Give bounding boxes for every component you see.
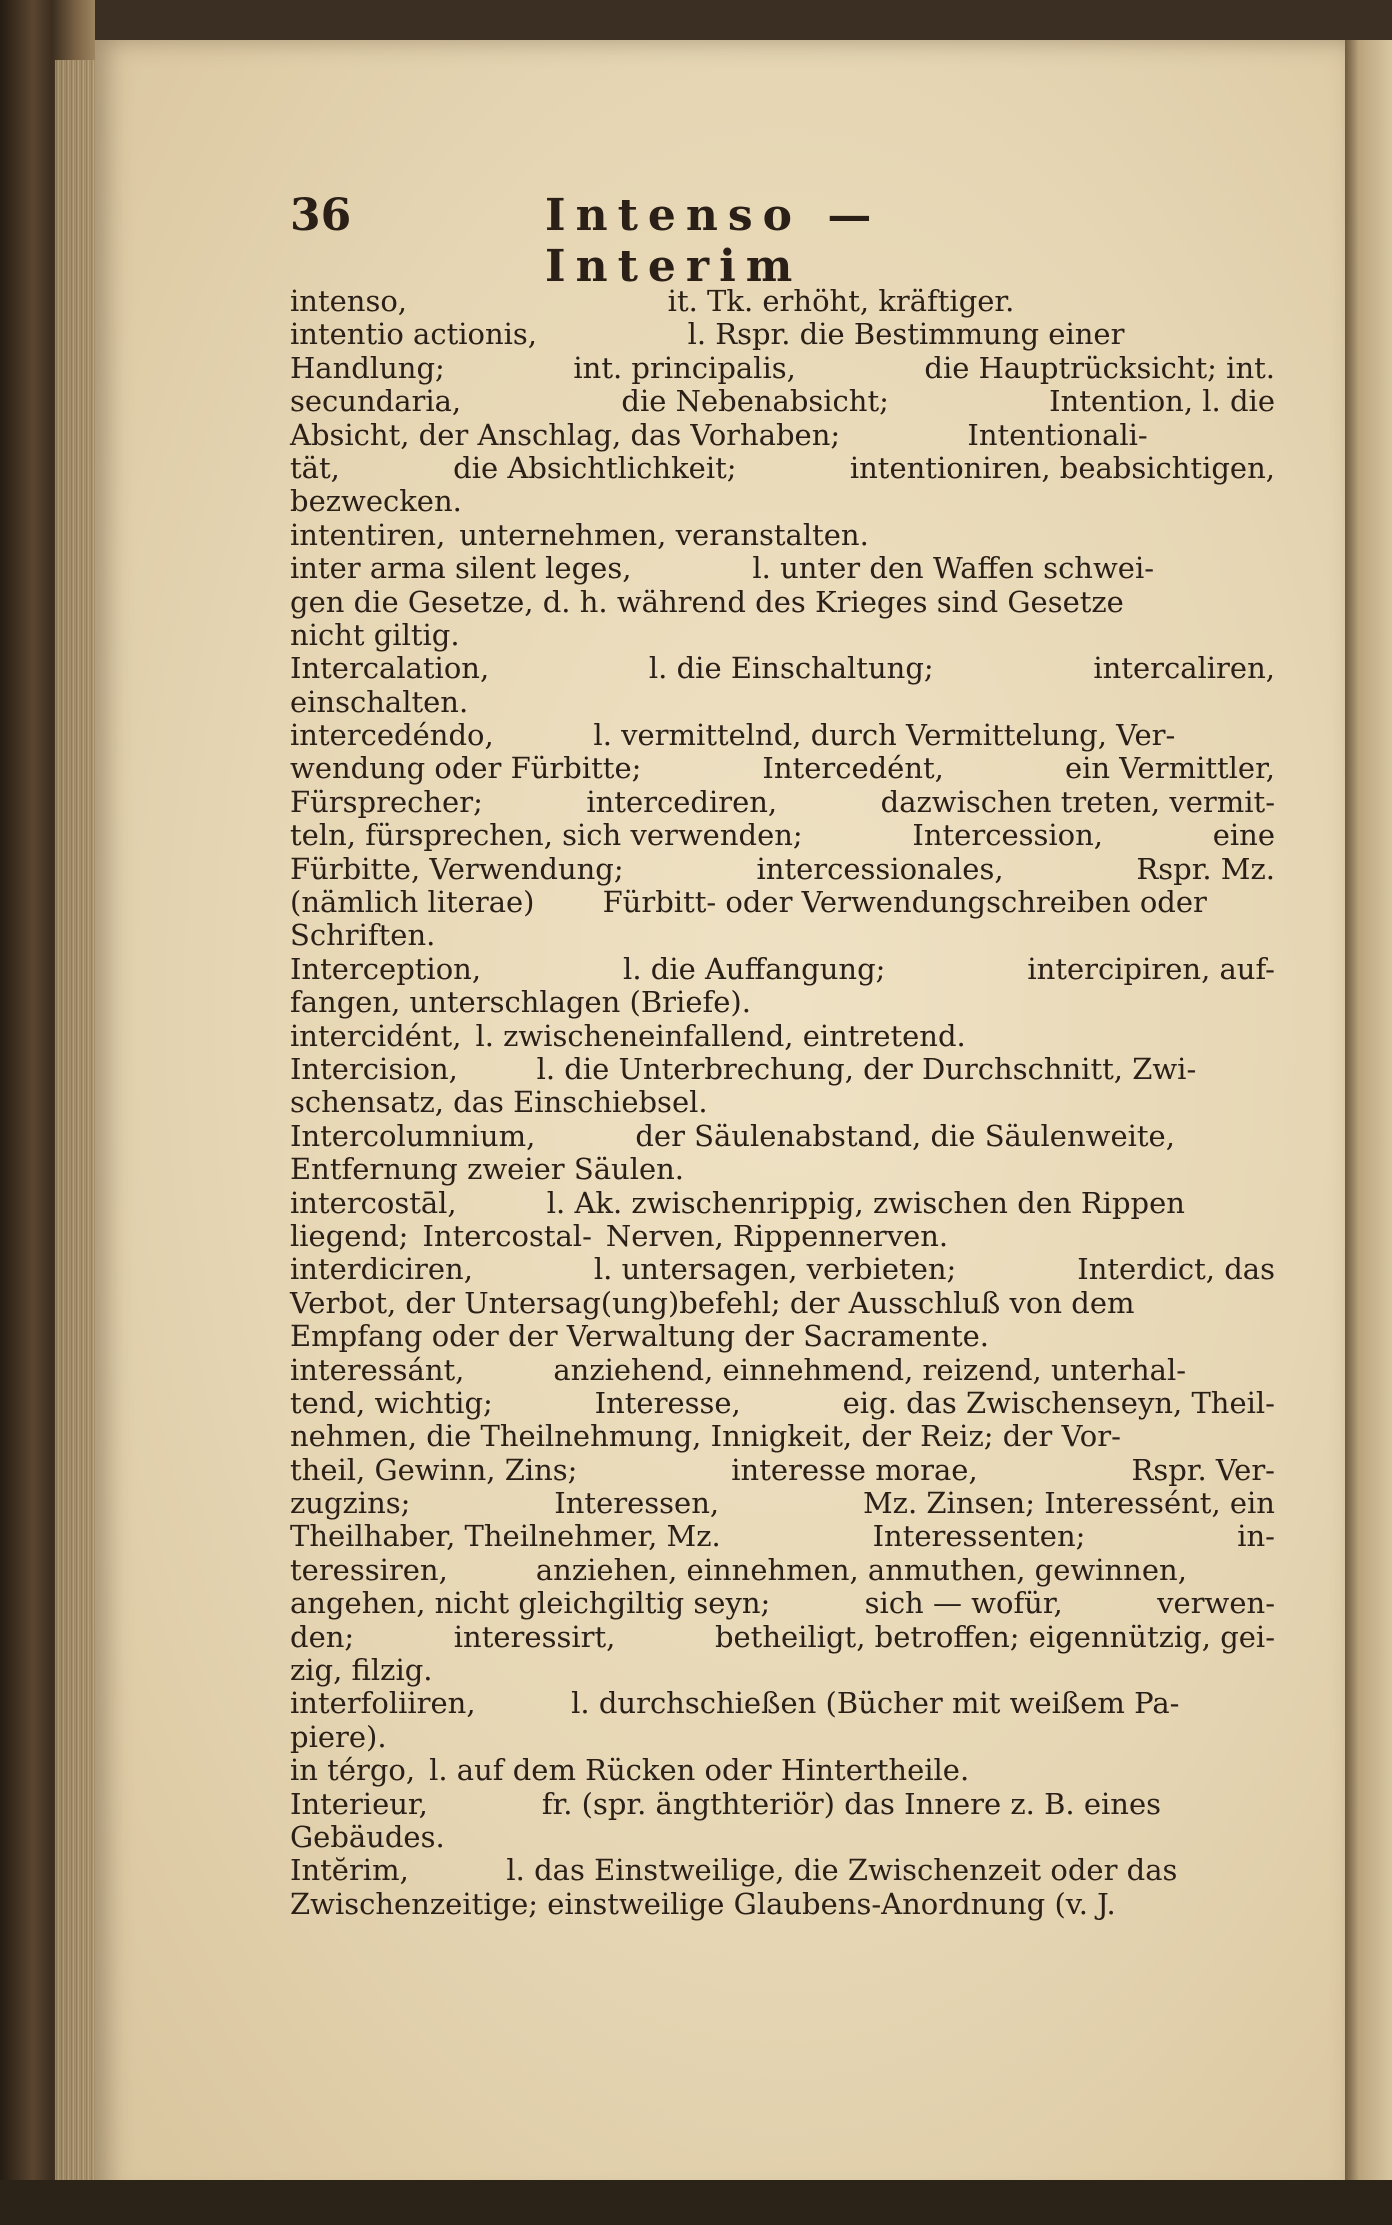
text-segment: tend, wichtig; bbox=[290, 1385, 493, 1420]
text-segment: theil, Gewinn, Zins; bbox=[290, 1452, 578, 1487]
text-segment: Handlung; bbox=[290, 350, 445, 385]
page-number: 36 bbox=[290, 190, 352, 241]
text-segment: Zwischenzeitige; einstweilige Glaubens-Anordnung (v. J. bbox=[290, 1886, 1116, 1921]
text-segment: Fürsprecher; bbox=[290, 784, 483, 819]
text-line bbox=[290, 1854, 1275, 1887]
text-line bbox=[290, 1754, 1275, 1787]
text-segment: nicht giltig. bbox=[290, 617, 460, 652]
text-segment: verwen- bbox=[1157, 1586, 1275, 1621]
text-segment: l. die Unterbrechung, der Durchschnitt, Zwi- bbox=[536, 1051, 1197, 1086]
text-line bbox=[290, 1420, 1275, 1453]
text-segment: gen die Gesetze, d. h. während des Krieges sind Gesetze bbox=[290, 584, 1124, 619]
text-segment: intercessionales, bbox=[756, 851, 1004, 886]
text-line bbox=[290, 1554, 1275, 1587]
text-segment: interessirt, bbox=[453, 1619, 616, 1654]
text-line bbox=[290, 1621, 1275, 1654]
text-segment: Intention, l. die bbox=[1049, 384, 1275, 419]
text-segment: die Hauptrücksicht; int. bbox=[924, 350, 1275, 385]
text-segment: Intercession, bbox=[912, 818, 1104, 853]
text-line bbox=[290, 1687, 1275, 1720]
text-segment: eine bbox=[1212, 818, 1275, 853]
text-segment: teressiren, bbox=[290, 1552, 448, 1587]
text-segment: schensatz, das Einschiebsel. bbox=[290, 1085, 708, 1120]
text-segment: Mz. Zinsen; Interessént, ein bbox=[862, 1486, 1275, 1521]
text-segment: zig, filzig. bbox=[290, 1653, 433, 1688]
text-line bbox=[290, 1320, 1275, 1353]
text-line bbox=[290, 1220, 1275, 1253]
text-segment: Intercision, bbox=[290, 1051, 458, 1086]
text-segment: l. Ak. zwischenrippig, zwischen den Rippen bbox=[546, 1185, 1185, 1220]
text-segment: intercostāl, bbox=[290, 1185, 457, 1220]
text-segment: teln, fürsprechen, sich verwenden; bbox=[290, 818, 803, 853]
text-line bbox=[290, 919, 1275, 952]
text-segment: intercaliren, bbox=[1093, 651, 1275, 686]
text-segment: anziehen, einnehmen, anmuthen, gewinnen, bbox=[535, 1552, 1187, 1587]
text-segment: secundaria, bbox=[290, 384, 462, 419]
text-line bbox=[290, 586, 1275, 619]
text-segment: piere). bbox=[290, 1719, 387, 1754]
text-segment: die Nebenabsicht; bbox=[621, 384, 889, 419]
text-segment: l. das Einstweilige, die Zwischenzeit oder das bbox=[506, 1853, 1178, 1888]
text-line bbox=[290, 1487, 1275, 1520]
text-segment: Intercedént, bbox=[762, 751, 944, 786]
text-segment: der Säulenabstand, die Säulenweite, bbox=[635, 1118, 1175, 1153]
text-segment: interfoliiren, bbox=[290, 1686, 476, 1721]
text-segment: Fürbitte, Verwendung; bbox=[290, 851, 624, 886]
text-line bbox=[290, 686, 1275, 719]
text-segment: l. die Einschaltung; bbox=[648, 651, 934, 686]
text-line bbox=[290, 819, 1275, 852]
text-segment: sich — wofür, bbox=[864, 1586, 1063, 1621]
text-segment: intentio actionis, bbox=[290, 317, 538, 352]
text-segment: Intercalation, bbox=[290, 651, 490, 686]
text-segment: l. zwischeneinfallend, eintretend. bbox=[475, 1018, 966, 1053]
text-segment: Interessenten; bbox=[872, 1519, 1086, 1554]
text-segment: fr. (spr. ängthteriör) das Innere z. B. eines bbox=[541, 1786, 1161, 1821]
text-line bbox=[290, 1120, 1275, 1153]
text-segment: Interception, bbox=[290, 951, 482, 986]
text-line bbox=[290, 552, 1275, 585]
text-segment: Verbot, der Untersag(ung)befehl; der Ausschluß von dem bbox=[290, 1285, 1135, 1320]
text-segment: die Absichtlichkeit; bbox=[453, 450, 737, 485]
text-line bbox=[290, 886, 1275, 919]
text-segment: int. principalis, bbox=[573, 350, 796, 385]
text-segment: intercediren, bbox=[586, 784, 778, 819]
text-segment: fangen, unterschlagen (Briefe). bbox=[290, 985, 751, 1020]
text-segment: interesse morae, bbox=[731, 1452, 978, 1487]
text-segment: Rspr. Mz. bbox=[1136, 851, 1275, 886]
text-segment: intercidént, bbox=[290, 1018, 462, 1053]
text-segment: l. die Auffangung; bbox=[623, 951, 886, 986]
text-segment: intercipiren, auf- bbox=[1027, 951, 1275, 986]
text-segment: Fürbitt- oder Verwendungschreiben oder bbox=[602, 885, 1207, 920]
text-segment: Theilhaber, Theilnehmer, Mz. bbox=[290, 1519, 721, 1554]
text-segment: inter arma silent leges, bbox=[290, 551, 632, 586]
text-line bbox=[290, 1721, 1275, 1754]
text-line bbox=[290, 452, 1275, 485]
text-segment: Gebäudes. bbox=[290, 1819, 445, 1854]
text-segment: Interesse, bbox=[594, 1385, 741, 1420]
text-line bbox=[290, 1821, 1275, 1854]
text-line bbox=[290, 1053, 1275, 1086]
text-segment: zugzins; bbox=[290, 1486, 411, 1521]
text-line bbox=[290, 953, 1275, 986]
text-line bbox=[290, 485, 1275, 518]
text-line bbox=[290, 1654, 1275, 1687]
text-line bbox=[290, 1520, 1275, 1553]
text-segment: Interessen, bbox=[554, 1486, 720, 1521]
text-line bbox=[290, 419, 1275, 452]
text-segment: Absicht, der Anschlag, das Vorhaben; bbox=[290, 417, 841, 452]
text-segment: betheiligt, betroffen; eigennützig, gei- bbox=[714, 1619, 1275, 1654]
page-header bbox=[290, 190, 1050, 292]
facing-page-edge bbox=[1345, 40, 1392, 2200]
text-line bbox=[290, 1020, 1275, 1053]
text-segment: Intentionali- bbox=[967, 417, 1148, 452]
text-segment: einschalten. bbox=[290, 684, 469, 719]
text-segment: (nämlich literae) bbox=[290, 885, 535, 920]
text-segment: liegend; bbox=[290, 1218, 409, 1253]
text-line bbox=[290, 1086, 1275, 1119]
text-segment: nehmen, die Theilnehmung, Innigkeit, der Reiz; der Vor- bbox=[290, 1419, 1121, 1454]
page-edges bbox=[55, 60, 95, 2180]
text-line bbox=[290, 1888, 1275, 1921]
text-line bbox=[290, 1387, 1275, 1420]
text-segment: l. auf dem Rücken oder Hintertheile. bbox=[429, 1753, 970, 1788]
text-line bbox=[290, 1287, 1275, 1320]
text-line bbox=[290, 652, 1275, 685]
text-segment: Intercolumnium, bbox=[290, 1118, 536, 1153]
text-segment: Schriften. bbox=[290, 918, 436, 953]
text-segment: intenso, bbox=[290, 284, 408, 318]
text-line bbox=[290, 1253, 1275, 1286]
text-segment: in térgo, bbox=[290, 1753, 416, 1788]
text-line bbox=[290, 1587, 1275, 1620]
text-line bbox=[290, 1153, 1275, 1186]
text-segment: den; bbox=[290, 1619, 355, 1654]
text-segment: interessánt, bbox=[290, 1352, 465, 1387]
text-segment: Nerven, Rippennerven. bbox=[605, 1218, 949, 1253]
text-segment: Entfernung zweier Säulen. bbox=[290, 1152, 685, 1187]
text-segment: unternehmen, veranstalten. bbox=[459, 517, 869, 552]
text-line bbox=[290, 1354, 1275, 1387]
text-segment: anziehend, einnehmend, reizend, unterhal- bbox=[553, 1352, 1187, 1387]
text-segment: Intercostal- bbox=[422, 1218, 592, 1253]
text-segment: ein Vermittler, bbox=[1064, 751, 1275, 786]
text-segment: Empfang oder der Verwaltung der Sacramente. bbox=[290, 1319, 990, 1354]
text-segment: bezwecken. bbox=[290, 484, 462, 519]
text-segment: Rspr. Ver- bbox=[1131, 1452, 1275, 1487]
text-segment: interdiciren, bbox=[290, 1252, 473, 1287]
text-segment: it. Tk. erhöht, kräftiger. bbox=[667, 284, 1015, 318]
text-segment: l. unter den Waffen schwei- bbox=[752, 551, 1155, 586]
text-segment: intentiren, bbox=[290, 517, 446, 552]
text-segment: intentioniren, beabsichtigen, bbox=[849, 450, 1275, 485]
text-segment: dazwischen treten, vermit- bbox=[880, 784, 1275, 819]
text-line bbox=[290, 986, 1275, 1019]
dictionary-text bbox=[290, 285, 1275, 1921]
bottom-shadow bbox=[0, 2180, 1392, 2225]
text-line bbox=[290, 1187, 1275, 1220]
text-segment: angehen, nicht gleichgiltig seyn; bbox=[290, 1586, 771, 1621]
text-segment: in- bbox=[1237, 1519, 1275, 1554]
text-line bbox=[290, 786, 1275, 819]
text-segment: tät, bbox=[290, 450, 340, 485]
text-line bbox=[290, 385, 1275, 418]
text-segment: l. vermittelnd, durch Vermittelung, Ver- bbox=[593, 718, 1176, 753]
text-line bbox=[290, 719, 1275, 752]
text-line bbox=[290, 752, 1275, 785]
text-line bbox=[290, 519, 1275, 552]
text-segment: Interieur, bbox=[290, 1786, 428, 1821]
text-segment: l. Rspr. die Bestimmung einer bbox=[687, 317, 1125, 352]
text-segment: Intĕrim, bbox=[290, 1853, 409, 1888]
text-line bbox=[290, 619, 1275, 652]
text-segment: wendung oder Fürbitte; bbox=[290, 751, 642, 786]
text-line bbox=[290, 318, 1275, 351]
text-line bbox=[290, 285, 1275, 318]
text-line bbox=[290, 853, 1275, 886]
running-head: Intenso — Interim bbox=[545, 190, 882, 292]
text-line bbox=[290, 1454, 1275, 1487]
text-segment: l. untersagen, verbieten; bbox=[593, 1252, 957, 1287]
text-line bbox=[290, 1788, 1275, 1821]
text-segment: eig. das Zwischenseyn, Theil- bbox=[842, 1385, 1275, 1420]
text-segment: l. durchschießen (Bücher mit weißem Pa- bbox=[571, 1686, 1180, 1721]
text-segment: intercedéndo, bbox=[290, 718, 494, 753]
text-segment: Interdict, das bbox=[1077, 1252, 1275, 1287]
text-line bbox=[290, 352, 1275, 385]
